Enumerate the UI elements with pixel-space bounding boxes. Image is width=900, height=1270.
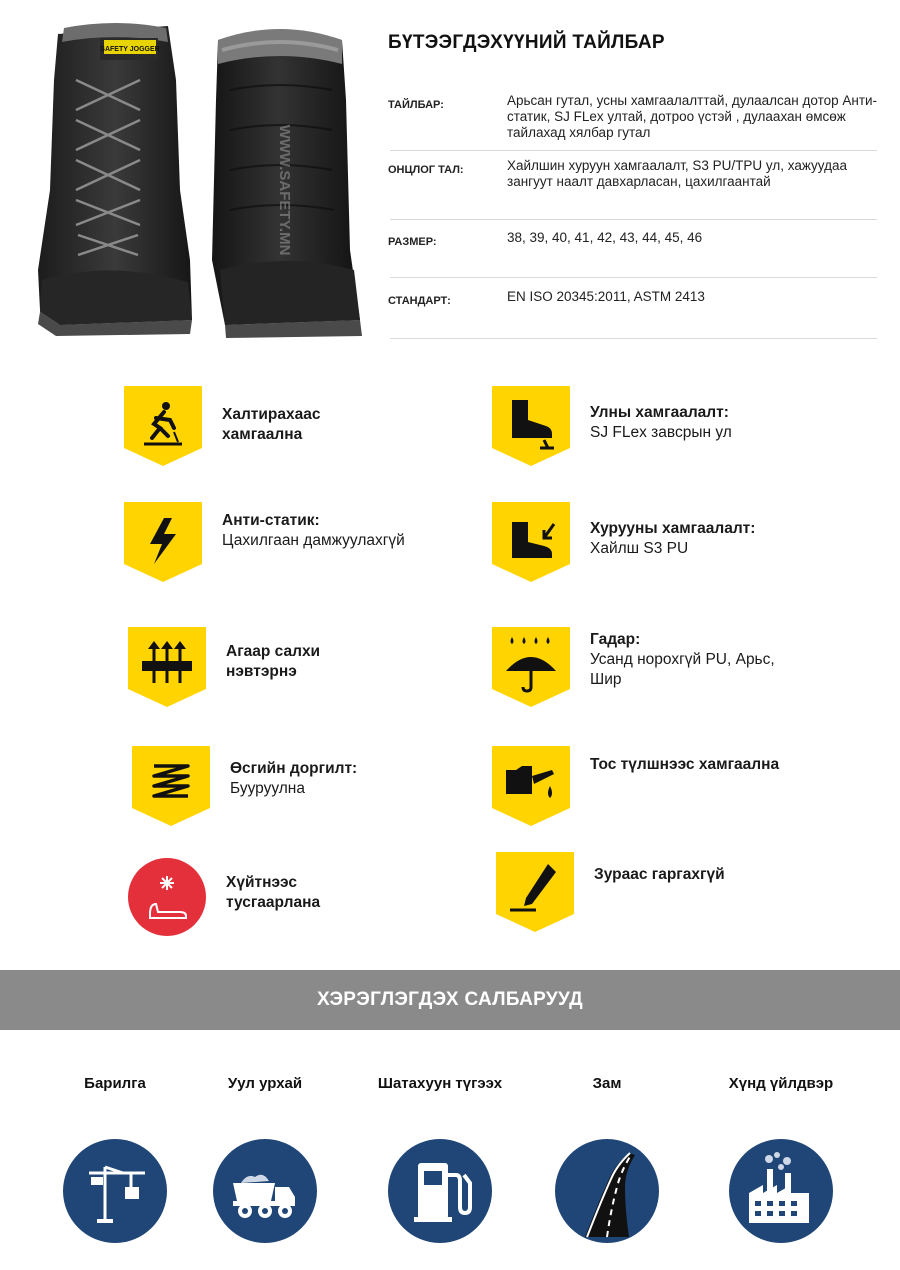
sectors-title: ХЭРЭГЛЭГДЭХ САЛБАРУУД — [316, 989, 583, 1010]
sole-icon — [492, 386, 570, 466]
lightning-icon — [124, 502, 202, 582]
boots-illustration — [20, 20, 370, 340]
feature-desc: Цахилгаан дамжуулахгүй — [222, 532, 405, 549]
feature-title: Анти-статик: — [222, 512, 320, 529]
toe-cap-icon — [492, 502, 570, 582]
factory-icon — [729, 1139, 833, 1243]
feature-title: Хурууны хамгаалалт: — [590, 520, 756, 537]
spec-title: БҮТЭЭГДЭХҮҮНИЙ ТАЙЛБАР — [388, 32, 665, 53]
divider — [390, 219, 877, 220]
feature-shock — [132, 746, 462, 826]
feature-title: Халтирахаас хамгаална — [222, 406, 321, 443]
mining-truck-icon — [213, 1139, 317, 1243]
feature-sole — [492, 386, 822, 466]
umbrella-icon — [492, 627, 570, 707]
product-image — [20, 20, 370, 340]
feature-toecap — [492, 502, 822, 582]
spec-value: Арьсан гутал, усны хамгаалалттай, дулаалсан дотор Анти-статик, SJ FLex ултай, дотроо үстэй , дулаахан өмсөж тайлахад хялбар гутал — [507, 93, 878, 140]
watermark-text: WWW.SAFETY.MN — [276, 124, 293, 256]
feature-title: Улны хамгаалалт: — [590, 404, 729, 421]
sector-road — [532, 1075, 682, 1243]
feature-title: Гадар: — [590, 631, 641, 648]
slip-icon — [124, 386, 202, 466]
spec-value: EN ISO 20345:2011, ASTM 2413 — [507, 289, 705, 304]
spec-label: ОНЦЛОГ ТАЛ: — [388, 164, 464, 176]
sector-name: Барилга — [84, 1075, 146, 1092]
feature-breathable — [128, 627, 458, 707]
spring-icon — [132, 746, 210, 826]
feature-oil — [492, 746, 822, 826]
feature-cold — [128, 856, 458, 936]
brand-label: SAFETY JOGGER — [100, 46, 160, 53]
divider — [390, 150, 877, 151]
sector-construction — [40, 1075, 190, 1243]
spec-value: Хайлшин хуруун хамгаалалт, S3 PU/TPU ул, хажуудаа зангуут наалт давхарласан, цахилгаантай — [507, 158, 847, 189]
crane-icon — [63, 1139, 167, 1243]
spec-label: ТАЙЛБАР: — [388, 99, 444, 111]
divider — [390, 277, 877, 278]
sector-name: Зам — [592, 1075, 622, 1092]
divider — [390, 338, 877, 339]
feature-title: Агаар салхи нэвтэрнэ — [226, 643, 321, 680]
oil-can-icon — [492, 746, 570, 826]
spec-label: РАЗМЕР: — [388, 236, 437, 248]
breathable-icon — [128, 627, 206, 707]
feature-antistatic — [124, 502, 454, 582]
feature-title: Хүйтнээс тусгаарлана — [226, 874, 321, 911]
sector-fuel — [365, 1075, 515, 1243]
cold-insulation-icon — [128, 856, 206, 936]
sector-name: Шатахуун түгээх — [377, 1075, 503, 1092]
feature-desc: Хайлш S3 PU — [590, 540, 689, 557]
feature-desc: Бууруулна — [230, 780, 305, 797]
sectors-banner — [0, 970, 900, 1030]
feature-scratch — [496, 852, 826, 932]
spec-value: 38, 39, 40, 41, 42, 43, 44, 45, 46 — [507, 230, 703, 245]
sector-name: Уул урхай — [227, 1075, 303, 1092]
spec-label: СТАНДАРТ: — [388, 295, 451, 307]
feature-title: Зураас гаргахгүй — [594, 866, 725, 883]
sector-name: Хүнд үйлдвэр — [728, 1075, 834, 1092]
scratch-icon — [496, 852, 574, 932]
road-icon — [555, 1139, 659, 1243]
back-boot — [212, 29, 362, 338]
fuel-pump-icon — [388, 1139, 492, 1243]
feature-desc: SJ FLex завсрын ул — [590, 424, 732, 441]
feature-title: Өсгийн доргилт: — [230, 760, 358, 777]
feature-slip — [124, 386, 454, 466]
front-boot — [38, 23, 192, 336]
feature-desc: Усанд норохгүй PU, Арьс, Шир — [590, 651, 775, 688]
sector-heavy-industry — [706, 1075, 856, 1243]
feature-surface — [492, 627, 822, 707]
sector-mining — [190, 1075, 340, 1243]
feature-title: Тос түлшнээс хамгаална — [590, 756, 780, 773]
